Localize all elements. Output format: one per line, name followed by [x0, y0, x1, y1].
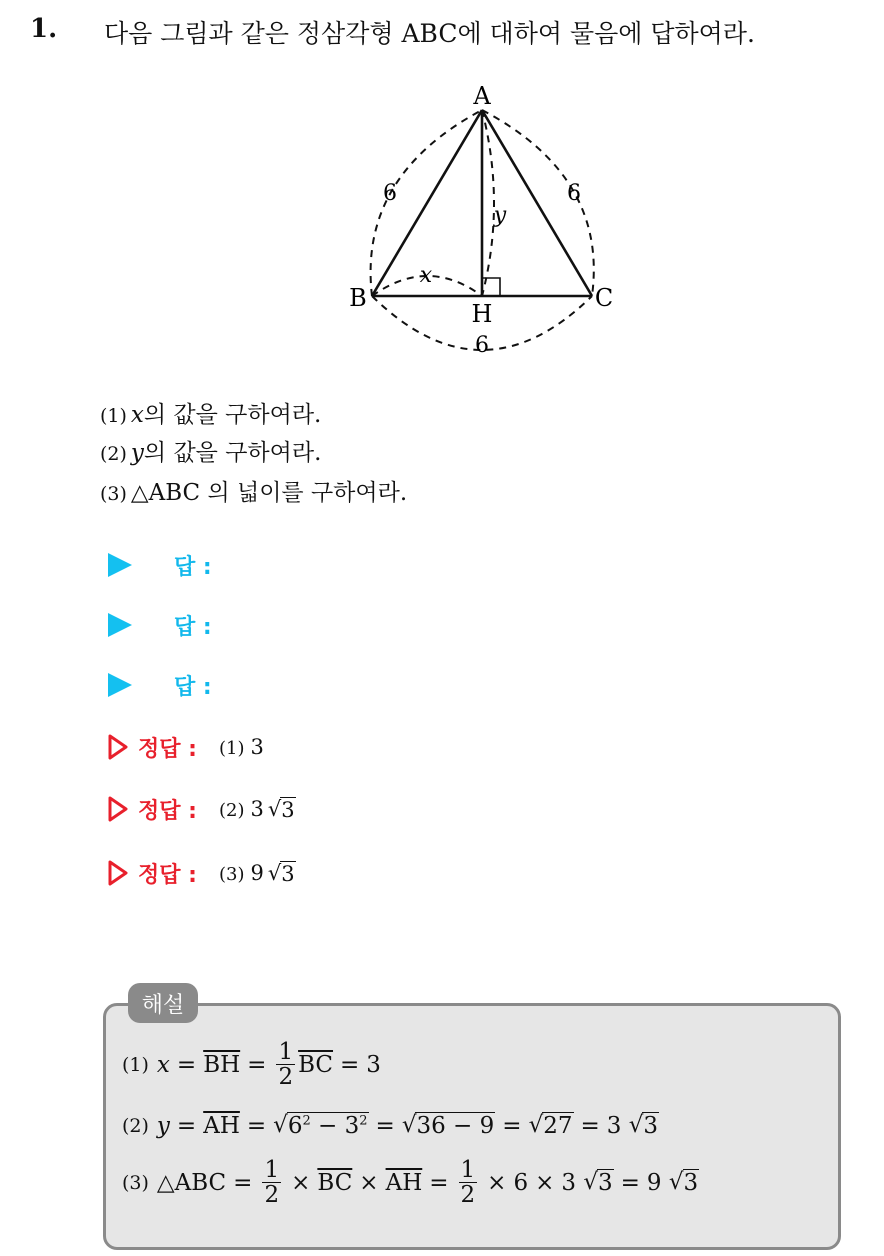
answer-label: 답 :	[174, 554, 212, 580]
arc-ah	[482, 110, 494, 296]
subquestion-text: 의 넓이를 구하여라.	[200, 480, 408, 506]
correct-label: 정답 :	[138, 736, 197, 762]
correct-value: (2) 3 √ 3	[218, 796, 295, 822]
explanation-line-3: (3) △ABC = $\frac{1}{2}$ × $\overline{BC}$ × $\overline{AH}$ = $\frac{1}{2}$ × 6 × 3 √ 3 = 9 √ 3	[122, 1157, 699, 1209]
label-a: A	[473, 82, 491, 110]
correct-coef: 3	[250, 796, 264, 821]
explanation-tag: 해설	[128, 983, 198, 1023]
label-b: B	[349, 284, 367, 312]
correct-num: (1)	[218, 738, 245, 759]
correct-value	[219, 735, 264, 759]
line-number: (2)	[122, 1114, 149, 1137]
answer-label: 답 :	[174, 674, 212, 700]
answer-row-3	[108, 665, 212, 705]
subquestion-number: (3)	[100, 483, 127, 505]
triangle-figure	[330, 76, 630, 366]
line-number: (1)	[122, 1053, 149, 1076]
line-number: (3)	[122, 1171, 149, 1194]
correct-row-3	[108, 853, 296, 893]
correct-value: (3) 9 √ 3	[218, 860, 295, 886]
subquestion-var: x	[130, 402, 144, 428]
label-x: x	[419, 263, 433, 288]
explanation-line-1: (1) x = $\overline{BH}$ = $\frac{1}{2}$ $\overline{BC}$ = 3	[122, 1039, 381, 1091]
explanation-line-2: (2) y = $\overline{AH}$ = √ $6^2 - 3^2$ = √ 36 − 9 = √ 27 = 3 √ 3	[122, 1112, 659, 1139]
subquestion-1	[100, 396, 321, 429]
answer-row-2	[108, 605, 212, 645]
label-side-ab: 6	[383, 181, 397, 206]
answer-row-1	[108, 545, 212, 585]
label-h: H	[471, 300, 493, 328]
outline-play-icon	[108, 796, 128, 822]
subquestion-var: y	[130, 440, 144, 466]
question-text: 다음 그림과 같은 정삼각형 ABC에 대하여 물음에 답하여라.	[104, 19, 755, 48]
subquestion-number: (1)	[100, 405, 127, 427]
play-icon	[108, 553, 132, 577]
outline-play-icon	[108, 860, 128, 886]
correct-number: 3	[250, 735, 264, 759]
correct-num: (3)	[218, 863, 245, 885]
subquestion-var: △ABC	[130, 480, 201, 506]
correct-row-2	[108, 789, 296, 829]
label-side-bc: 6	[475, 333, 489, 358]
question-number: 1.	[30, 14, 58, 44]
subquestion-2	[100, 434, 321, 467]
correct-radicand: 3	[281, 797, 295, 822]
subquestion-number: (2)	[100, 443, 127, 465]
label-c: C	[594, 284, 614, 312]
correct-radicand: 3	[281, 861, 295, 886]
correct-label: 정답 :	[138, 862, 197, 888]
label-side-ac: 6	[567, 181, 581, 206]
correct-coef: 9	[250, 860, 264, 885]
correct-label: 정답 :	[138, 798, 197, 824]
outline-play-icon	[108, 734, 128, 760]
correct-num: (2)	[218, 799, 245, 821]
label-y: y	[493, 203, 507, 228]
play-icon	[108, 673, 132, 697]
correct-row-1	[108, 727, 264, 767]
play-icon	[108, 613, 132, 637]
subquestion-text: 의 값을 구하여라.	[143, 440, 322, 466]
subquestion-text: 의 값을 구하여라.	[143, 402, 322, 428]
answer-label: 답 :	[174, 614, 212, 640]
subquestion-3	[100, 474, 407, 507]
